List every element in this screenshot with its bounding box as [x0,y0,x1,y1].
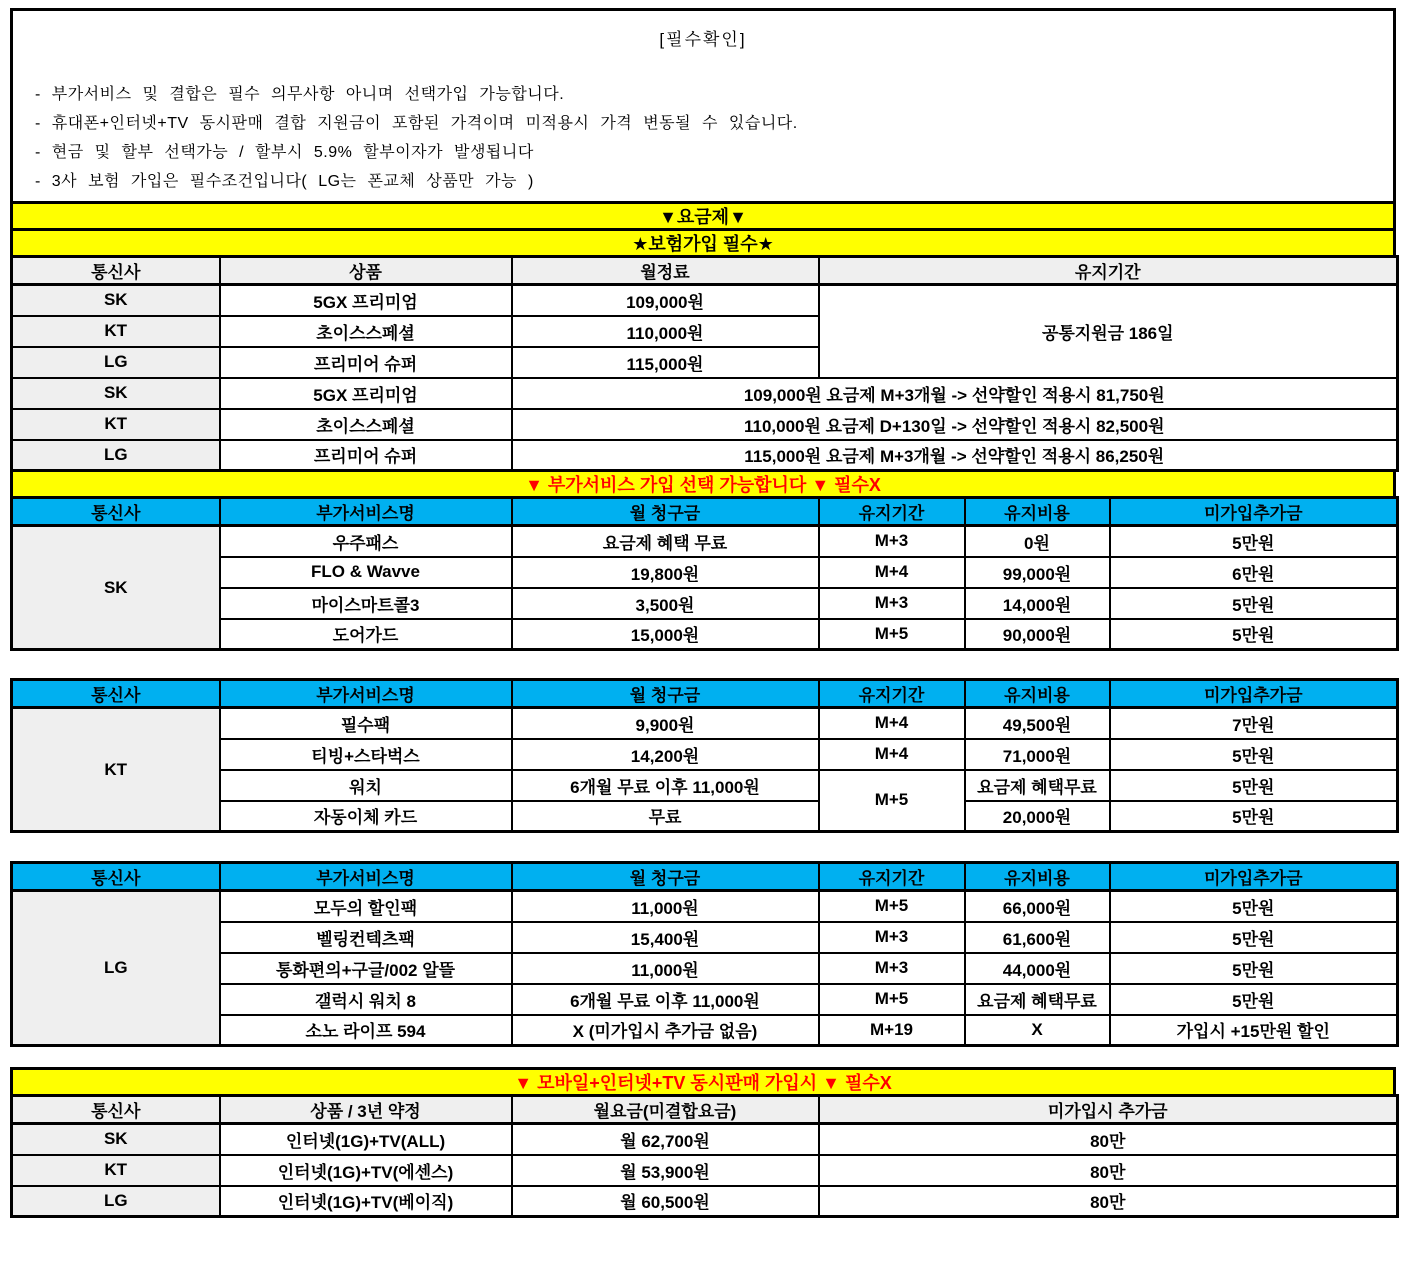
col-header-carrier: 통신사 [12,257,220,285]
kt-addon-table [10,678,1399,833]
penalty-cell: 5만원 [1110,526,1398,557]
addon-name-cell: 도어가드 [220,619,512,650]
product-cell: 초이스스페셜 [220,316,512,347]
penalty-cell: 5만원 [1110,891,1398,922]
product-cell: 인터넷(1G)+TV(베이직) [220,1186,512,1217]
fee-cell: 9,900원 [512,708,819,739]
fee-cell: 3,500원 [512,588,819,619]
cost-cell: 20,000원 [965,801,1110,832]
fee-cell: 11,000원 [512,953,819,984]
table-header-row [12,680,1398,708]
period-cell: M+4 [819,557,965,588]
fee-cell: 6개월 무료 이후 11,000원 [512,984,819,1015]
period-cell: M+5 [819,891,965,922]
notice-line: - 부가서비스 및 결합은 필수 의무사항 아니며 선택가입 가능합니다. [35,86,565,103]
cost-cell: 요금제 혜택무료 [965,984,1110,1015]
period-cell: M+3 [819,953,965,984]
table-row [12,588,1398,619]
col-header-monthly-fee: 월요금(미결합요금) [512,1096,819,1124]
fee-cell: 요금제 혜택 무료 [512,526,819,557]
col-header-carrier: 통신사 [12,498,220,526]
addon-name-cell: 갤럭시 워치 8 [220,984,512,1015]
addon-name-cell: 우주패스 [220,526,512,557]
table-row [12,770,1398,801]
fee-cell: 14,200원 [512,739,819,770]
discount-detail-cell: 109,000원 요금제 M+3개월 -> 선약할인 적용시 81,750원 [512,378,1398,409]
fee-cell: 19,800원 [512,557,819,588]
fee-cell: 15,400원 [512,922,819,953]
period-cell: M+5 [819,619,965,650]
carrier-cell: SK [12,285,220,316]
product-cell: 인터넷(1G)+TV(에센스) [220,1155,512,1186]
table-row [12,409,1398,440]
period-cell: M+3 [819,922,965,953]
carrier-cell: KT [12,1155,220,1186]
carrier-cell: LG [12,440,220,471]
period-cell: M+5 [819,984,965,1015]
table-header-row [12,1096,1398,1124]
addon-name-cell: FLO & Wavve [220,557,512,588]
col-header-maintain-period: 유지기간 [819,680,965,708]
table-header-row [12,498,1398,526]
table-row [12,1186,1398,1217]
addon-name-cell: 티빙+스타벅스 [220,739,512,770]
penalty-cell: 5만원 [1110,984,1398,1015]
col-header-penalty: 미가입추가금 [1110,863,1398,891]
col-header-monthly-charge: 월 청구금 [512,498,819,526]
notice-line: - 3사 보험 가입은 필수조건입니다( LG는 폰교체 상품만 가능 ) [35,173,534,190]
banner-rate-plan: ▼요금제▼ [10,201,1396,231]
price-cell: 109,000원 [512,285,819,316]
cost-cell: 44,000원 [965,953,1110,984]
penalty-cell: 5만원 [1110,739,1398,770]
cost-cell: 71,000원 [965,739,1110,770]
period-cell: M+4 [819,739,965,770]
penalty-cell: 가입시 +15만원 할인 [1110,1015,1398,1046]
addon-name-cell: 자동이체 카드 [220,801,512,832]
table-row [12,1015,1398,1046]
period-cell: M+19 [819,1015,965,1046]
col-header-maintain-period: 유지기간 [819,498,965,526]
col-header-penalty: 미가입추가금 [1110,680,1398,708]
col-header-penalty: 미가입추가금 [1110,498,1398,526]
penalty-cell: 80만 [819,1124,1398,1155]
penalty-cell: 5만원 [1110,588,1398,619]
notice-box [10,8,1396,204]
penalty-cell: 5만원 [1110,770,1398,801]
fee-cell: 무료 [512,801,819,832]
col-header-monthly-charge: 월 청구금 [512,863,819,891]
penalty-cell: 5만원 [1110,953,1398,984]
cost-cell: 90,000원 [965,619,1110,650]
bundle-table [10,1094,1399,1218]
table-row [12,526,1398,557]
addon-name-cell: 필수팩 [220,708,512,739]
table-row [12,953,1398,984]
col-header-monthly-charge: 월 청구금 [512,680,819,708]
penalty-cell: 5만원 [1110,922,1398,953]
carrier-cell: LG [12,347,220,378]
penalty-cell: 7만원 [1110,708,1398,739]
banner-addon-optional: ▼ 부가서비스 가입 선택 가능합니다 ▼ 필수X [10,469,1396,499]
table-row [12,801,1398,832]
product-cell: 초이스스페셜 [220,409,512,440]
notice-lines [13,80,1393,196]
cost-cell: 14,000원 [965,588,1110,619]
col-header-carrier: 통신사 [12,680,220,708]
cost-cell: 61,600원 [965,922,1110,953]
table-row [12,378,1398,409]
table-row [12,1124,1398,1155]
carrier-cell: LG [12,891,220,1046]
fee-cell: 6개월 무료 이후 11,000원 [512,770,819,801]
product-cell: 5GX 프리미엄 [220,378,512,409]
product-cell: 인터넷(1G)+TV(ALL) [220,1124,512,1155]
discount-detail-cell: 115,000원 요금제 M+3개월 -> 선약할인 적용시 86,250원 [512,440,1398,471]
carrier-cell: SK [12,378,220,409]
col-header-addon-name: 부가서비스명 [220,498,512,526]
addon-name-cell: 벨링컨텍츠팩 [220,922,512,953]
carrier-cell: KT [12,316,220,347]
col-header-maintain-cost: 유지비용 [965,680,1110,708]
col-header-maintain-period: 유지기간 [819,257,1398,285]
table-row [12,708,1398,739]
penalty-cell: 80만 [819,1186,1398,1217]
table-row [12,440,1398,471]
table-header-row [12,257,1398,285]
table-row [12,922,1398,953]
addon-name-cell: 마이스마트콜3 [220,588,512,619]
col-header-carrier: 통신사 [12,1096,220,1124]
period-cell: M+3 [819,526,965,557]
table-row [12,739,1398,770]
addon-name-cell: 워치 [220,770,512,801]
col-header-penalty: 미가입시 추가금 [819,1096,1398,1124]
carrier-cell: KT [12,708,220,832]
product-cell: 프리미어 슈퍼 [220,440,512,471]
period-cell: M+3 [819,588,965,619]
penalty-cell: 5만원 [1110,619,1398,650]
notice-line: - 휴대폰+인터넷+TV 동시판매 결합 지원금이 포함된 가격이며 미적용시 가격 변동될 수 있습니다. [35,115,798,132]
penalty-cell: 6만원 [1110,557,1398,588]
price-cell: 115,000원 [512,347,819,378]
banner-insurance-required: ★보험가입 필수★ [10,228,1396,258]
table-row [12,1155,1398,1186]
col-header-maintain-cost: 유지비용 [965,498,1110,526]
penalty-cell: 5만원 [1110,801,1398,832]
table-row [12,619,1398,650]
carrier-cell: KT [12,409,220,440]
fee-cell: 월 62,700원 [512,1124,819,1155]
cost-cell: 99,000원 [965,557,1110,588]
support-note-cell: 공통지원금 186일 [819,285,1398,378]
product-cell: 프리미어 슈퍼 [220,347,512,378]
page-title: [필수확인] [659,30,747,49]
col-header-maintain-cost: 유지비용 [965,863,1110,891]
cost-cell: X [965,1015,1110,1046]
carrier-cell: LG [12,1186,220,1217]
discount-detail-cell: 110,000원 요금제 D+130일 -> 선약할인 적용시 82,500원 [512,409,1398,440]
carrier-cell: SK [12,1124,220,1155]
cost-cell: 0원 [965,526,1110,557]
col-header-addon-name: 부가서비스명 [220,863,512,891]
addon-name-cell: 소노 라이프 594 [220,1015,512,1046]
price-cell: 110,000원 [512,316,819,347]
notice-line: - 현금 및 할부 선택가능 / 할부시 5.9% 할부이자가 발생됩니다 [35,144,534,161]
col-header-monthly-fee: 월정료 [512,257,819,285]
fee-cell: X (미가입시 추가금 없음) [512,1015,819,1046]
fee-cell: 15,000원 [512,619,819,650]
col-header-product-term: 상품 / 3년 약정 [220,1096,512,1124]
addon-name-cell: 통화편의+구글/002 알뜰 [220,953,512,984]
col-header-carrier: 통신사 [12,863,220,891]
col-header-product: 상품 [220,257,512,285]
addon-name-cell: 모두의 할인팩 [220,891,512,922]
plan-table [10,255,1399,472]
carrier-cell: SK [12,526,220,650]
col-header-maintain-period: 유지기간 [819,863,965,891]
banner-bundle-optional: ▼ 모바일+인터넷+TV 동시판매 가입시 ▼ 필수X [10,1067,1396,1097]
table-row [12,984,1398,1015]
sk-addon-table [10,496,1399,651]
fee-cell: 월 53,900원 [512,1155,819,1186]
period-cell: M+5 [819,770,965,832]
table-row [12,285,1398,316]
product-cell: 5GX 프리미엄 [220,285,512,316]
col-header-addon-name: 부가서비스명 [220,680,512,708]
table-row [12,557,1398,588]
lg-addon-table [10,861,1399,1047]
cost-cell: 66,000원 [965,891,1110,922]
penalty-cell: 80만 [819,1155,1398,1186]
period-cell: M+4 [819,708,965,739]
cost-cell: 49,500원 [965,708,1110,739]
table-row [12,891,1398,922]
fee-cell: 11,000원 [512,891,819,922]
fee-cell: 월 60,500원 [512,1186,819,1217]
table-header-row [12,863,1398,891]
cost-cell: 요금제 혜택무료 [965,770,1110,801]
